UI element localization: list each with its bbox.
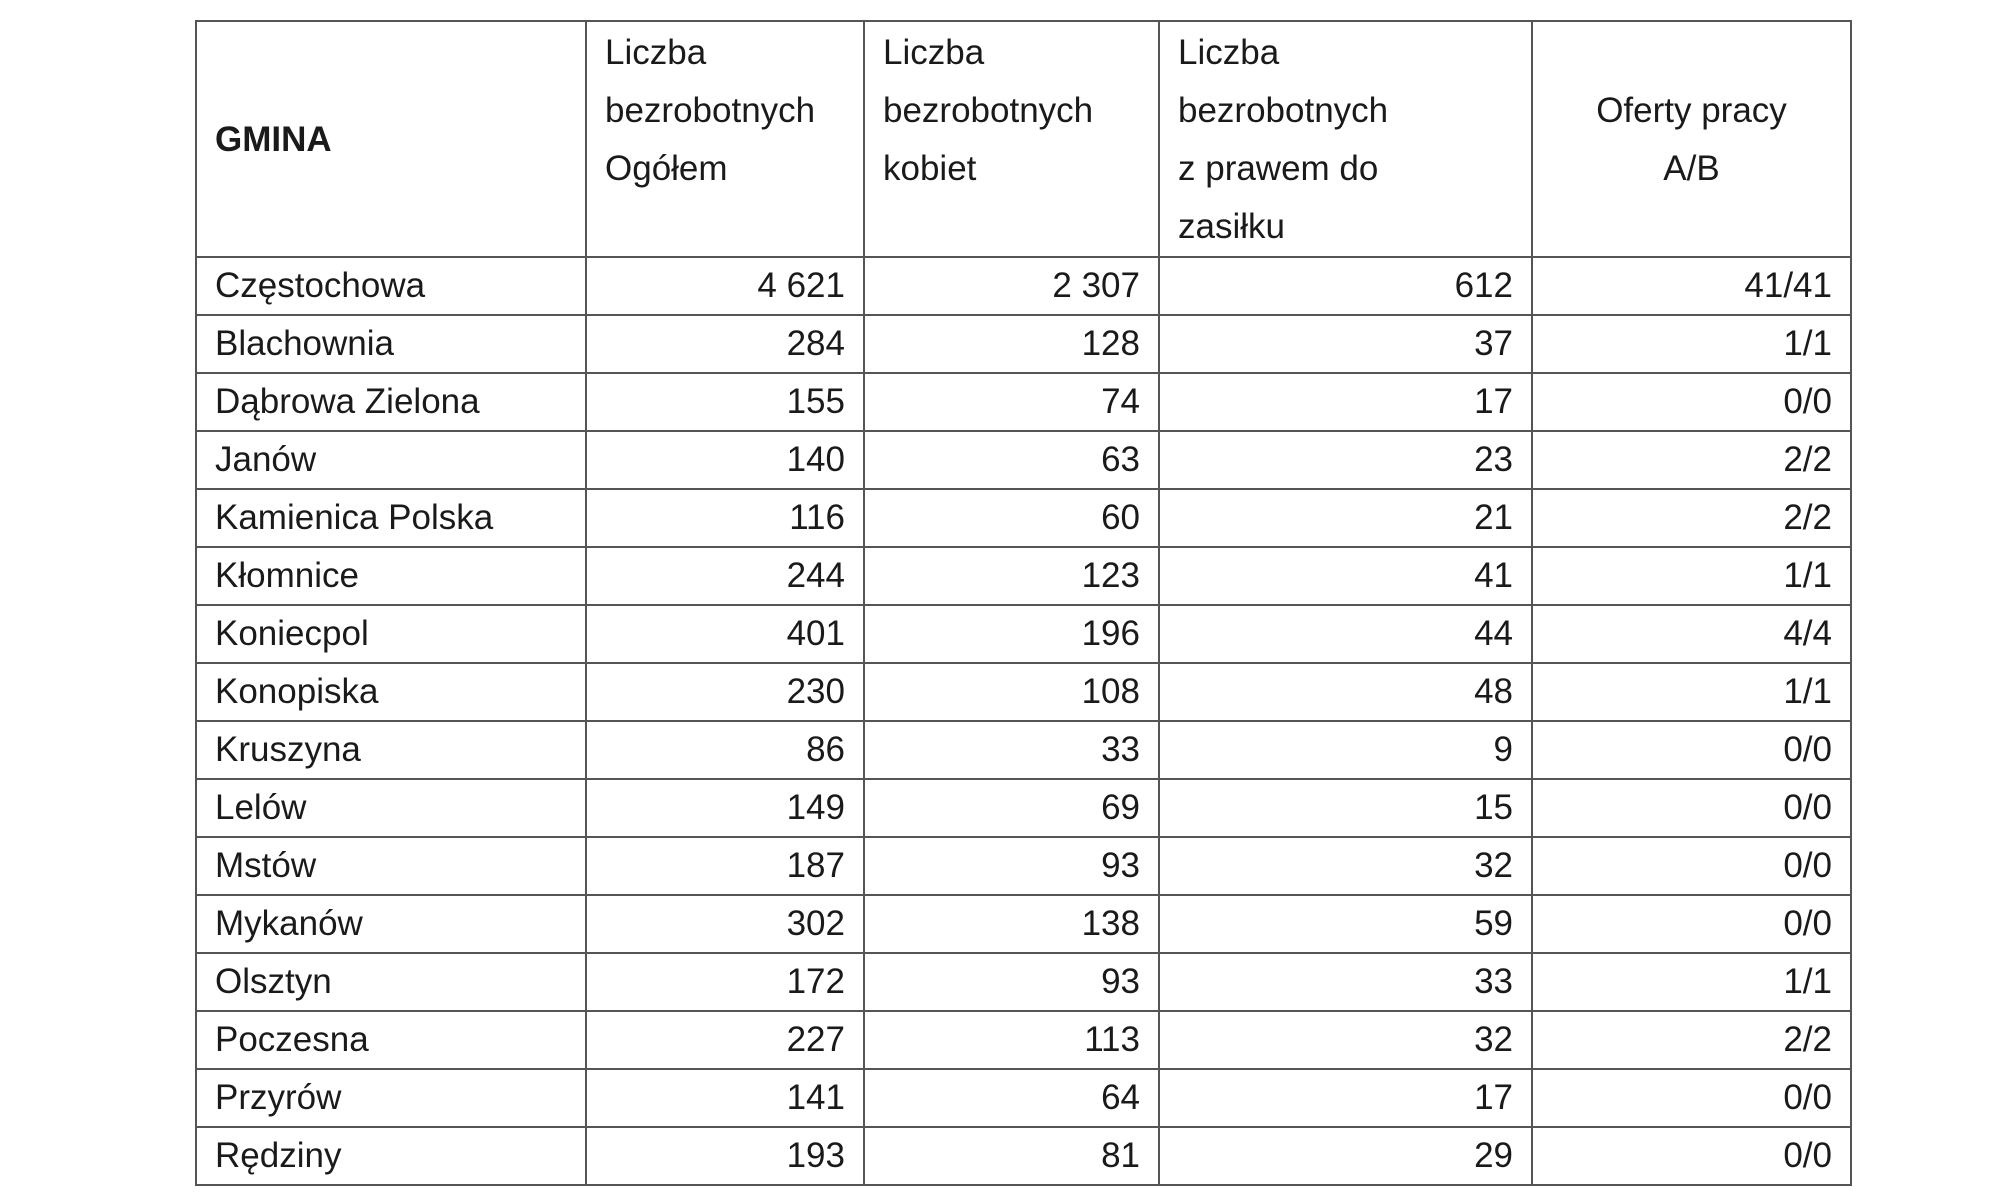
cell-total-unemployed: 86 [586,721,864,779]
cell-unemployed-women: 196 [864,605,1159,663]
cell-unemployed-women: 69 [864,779,1159,837]
cell-job-offers: 0/0 [1532,779,1851,837]
cell-total-unemployed: 227 [586,1011,864,1069]
header-benefit-line-1: Liczba [1178,33,1280,72]
cell-unemployed-with-benefit: 32 [1159,837,1532,895]
cell-job-offers: 0/0 [1532,1127,1851,1185]
cell-unemployed-with-benefit: 17 [1159,373,1532,431]
cell-unemployed-women: 33 [864,721,1159,779]
cell-unemployed-with-benefit: 612 [1159,257,1532,315]
header-total-line-2: bezrobotnych [605,91,816,130]
cell-gmina: Janów [196,431,586,489]
cell-unemployed-women: 74 [864,373,1159,431]
cell-total-unemployed: 141 [586,1069,864,1127]
header-women-line-1: Liczba [883,33,985,72]
cell-total-unemployed: 155 [586,373,864,431]
cell-job-offers: 4/4 [1532,605,1851,663]
table-row [196,373,1851,431]
header-total-unemployed [586,21,864,257]
cell-unemployed-with-benefit: 23 [1159,431,1532,489]
table-row [196,779,1851,837]
table-row [196,315,1851,373]
cell-gmina: Blachownia [196,315,586,373]
cell-total-unemployed: 172 [586,953,864,1011]
cell-total-unemployed: 401 [586,605,864,663]
cell-unemployed-with-benefit: 37 [1159,315,1532,373]
header-job-offers [1532,21,1851,257]
header-total-line-1: Liczba [605,33,707,72]
cell-gmina: Kamienica Polska [196,489,586,547]
header-women-line-2: bezrobotnych [883,91,1094,130]
cell-unemployed-with-benefit: 44 [1159,605,1532,663]
cell-gmina: Mstów [196,837,586,895]
cell-job-offers: 2/2 [1532,1011,1851,1069]
cell-unemployed-with-benefit: 29 [1159,1127,1532,1185]
table-row [196,431,1851,489]
header-benefit-line-2: bezrobotnych [1178,91,1389,130]
table-row [196,953,1851,1011]
table-row [196,1069,1851,1127]
header-offers-line-2: A/B [1663,149,1720,188]
header-women-line-3: kobiet [883,149,977,188]
table-row [196,837,1851,895]
table-header [196,21,1851,257]
cell-unemployed-with-benefit: 17 [1159,1069,1532,1127]
cell-job-offers: 0/0 [1532,895,1851,953]
cell-unemployed-with-benefit: 48 [1159,663,1532,721]
cell-unemployed-with-benefit: 59 [1159,895,1532,953]
cell-total-unemployed: 193 [586,1127,864,1185]
cell-gmina: Przyrów [196,1069,586,1127]
cell-unemployed-women: 60 [864,489,1159,547]
cell-unemployed-women: 81 [864,1127,1159,1185]
cell-gmina: Olsztyn [196,953,586,1011]
table-row [196,663,1851,721]
cell-total-unemployed: 244 [586,547,864,605]
header-gmina: GMINA [196,21,586,257]
header-unemployed-with-benefit [1159,21,1532,257]
cell-unemployed-with-benefit: 41 [1159,547,1532,605]
cell-gmina: Lelów [196,779,586,837]
cell-gmina: Mykanów [196,895,586,953]
cell-unemployed-women: 113 [864,1011,1159,1069]
cell-job-offers: 1/1 [1532,953,1851,1011]
table-row [196,1011,1851,1069]
cell-unemployed-with-benefit: 9 [1159,721,1532,779]
table-row [196,721,1851,779]
table-row [196,605,1851,663]
cell-total-unemployed: 116 [586,489,864,547]
cell-gmina: Rędziny [196,1127,586,1185]
cell-unemployed-with-benefit: 15 [1159,779,1532,837]
cell-unemployed-women: 138 [864,895,1159,953]
cell-gmina: Poczesna [196,1011,586,1069]
cell-unemployed-women: 93 [864,837,1159,895]
cell-total-unemployed: 284 [586,315,864,373]
cell-total-unemployed: 149 [586,779,864,837]
table-row [196,1127,1851,1185]
cell-total-unemployed: 187 [586,837,864,895]
header-total-line-3: Ogółem [605,149,728,188]
cell-job-offers: 0/0 [1532,721,1851,779]
header-benefit-line-3: z prawem do [1178,149,1379,188]
cell-unemployed-women: 2 307 [864,257,1159,315]
cell-gmina: Koniecpol [196,605,586,663]
cell-gmina: Konopiska [196,663,586,721]
header-benefit-line-4: zasiłku [1178,207,1285,246]
cell-job-offers: 0/0 [1532,373,1851,431]
table-row [196,547,1851,605]
cell-total-unemployed: 230 [586,663,864,721]
header-row [196,21,1851,257]
cell-job-offers: 1/1 [1532,663,1851,721]
header-offers-line-1: Oferty pracy [1596,91,1787,130]
header-unemployed-women [864,21,1159,257]
cell-unemployed-women: 63 [864,431,1159,489]
cell-unemployed-women: 108 [864,663,1159,721]
cell-unemployed-women: 123 [864,547,1159,605]
table-row [196,257,1851,315]
cell-unemployed-with-benefit: 32 [1159,1011,1532,1069]
cell-job-offers: 0/0 [1532,837,1851,895]
cell-gmina: Kruszyna [196,721,586,779]
cell-unemployed-women: 93 [864,953,1159,1011]
table-row [196,489,1851,547]
cell-job-offers: 1/1 [1532,547,1851,605]
cell-unemployed-with-benefit: 21 [1159,489,1532,547]
cell-gmina: Częstochowa [196,257,586,315]
cell-job-offers: 1/1 [1532,315,1851,373]
cell-job-offers: 2/2 [1532,489,1851,547]
cell-total-unemployed: 302 [586,895,864,953]
cell-gmina: Kłomnice [196,547,586,605]
table-row [196,895,1851,953]
cell-job-offers: 2/2 [1532,431,1851,489]
cell-total-unemployed: 140 [586,431,864,489]
cell-total-unemployed: 4 621 [586,257,864,315]
cell-job-offers: 41/41 [1532,257,1851,315]
cell-unemployed-women: 128 [864,315,1159,373]
table-body [196,257,1851,1185]
cell-unemployed-with-benefit: 33 [1159,953,1532,1011]
cell-unemployed-women: 64 [864,1069,1159,1127]
unemployment-table [195,20,1852,1186]
cell-gmina: Dąbrowa Zielona [196,373,586,431]
cell-job-offers: 0/0 [1532,1069,1851,1127]
